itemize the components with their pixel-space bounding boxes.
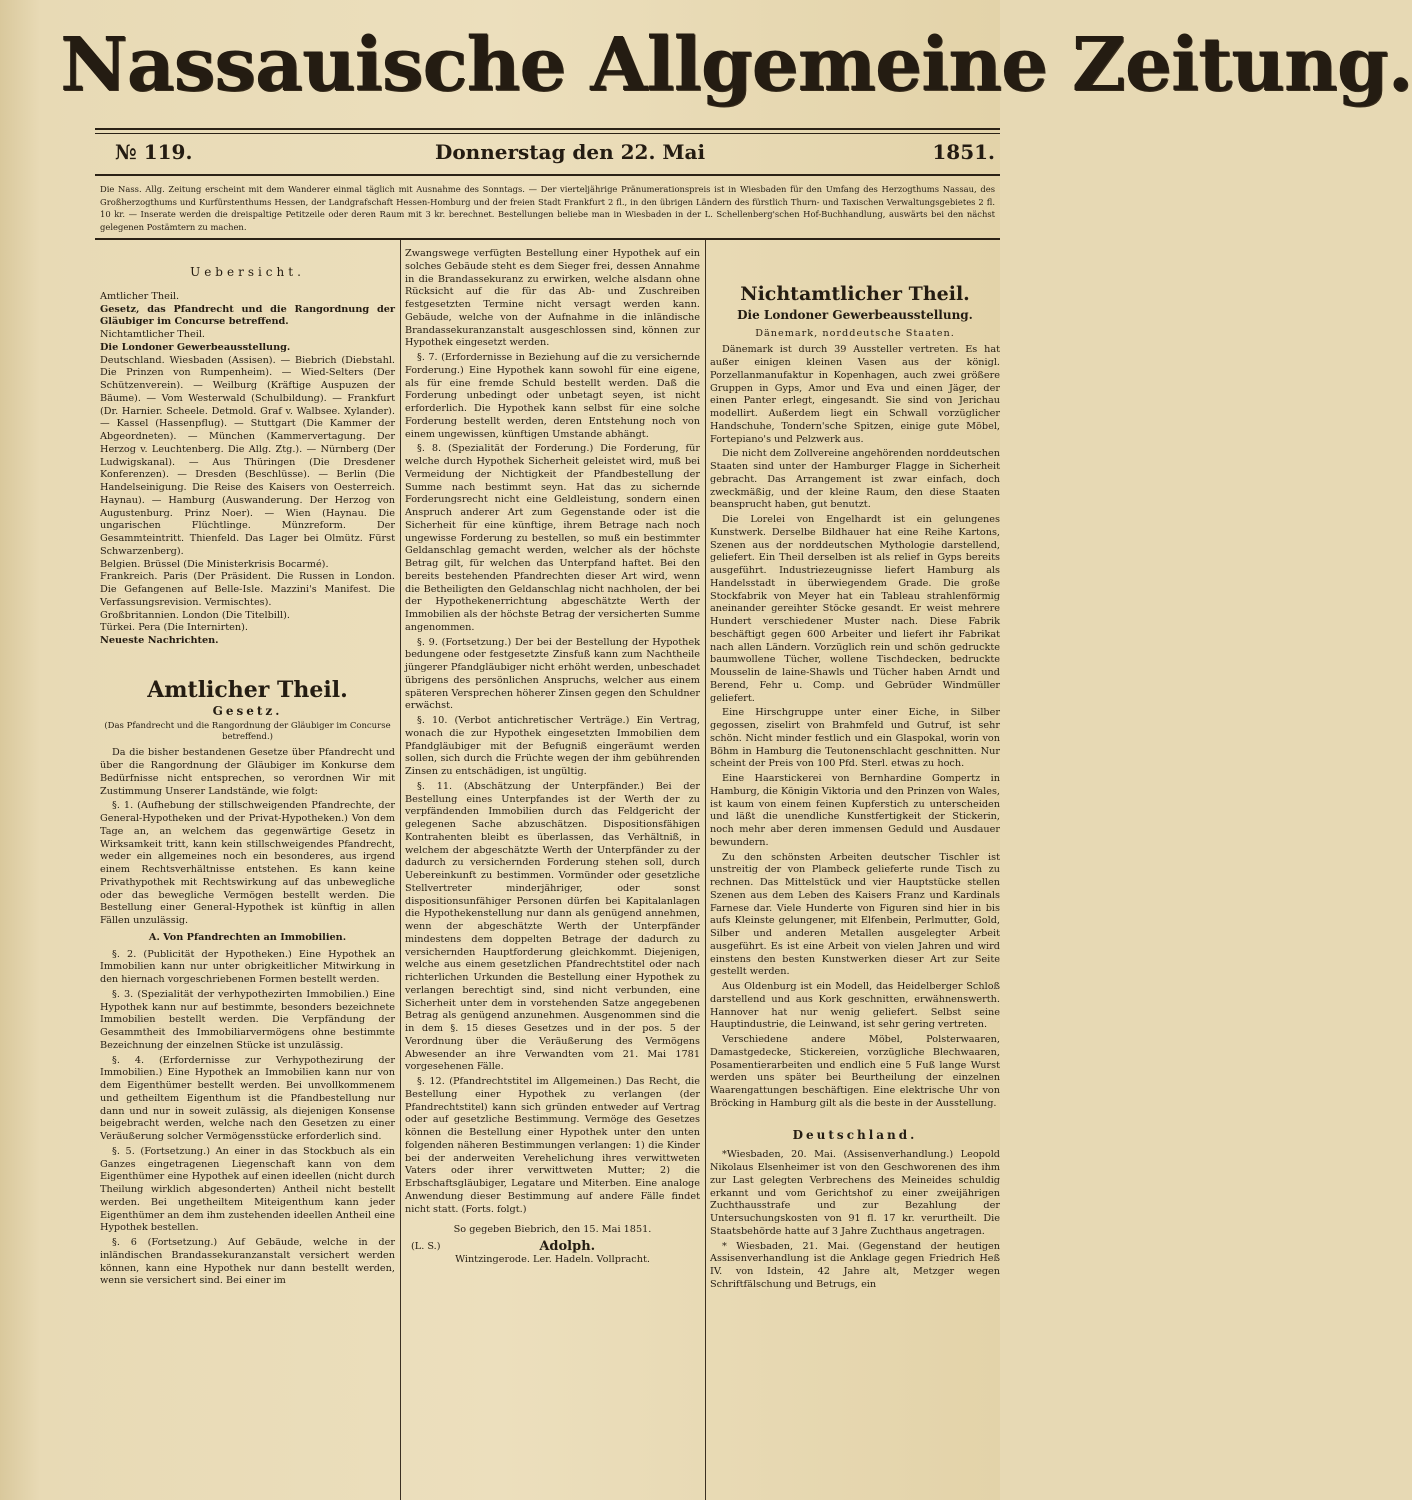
subsection-heading: A. Von Pfandrechten an Immobilien.	[148, 931, 347, 943]
countersignatures: Wintzingerode. Ler. Hadeln. Vollpracht.	[455, 1253, 650, 1265]
column-3	[710, 248, 1000, 1493]
law-subheading: (Das Pfandrecht und die Rangordnung der Gläubiger im Concurse betreffend.)	[104, 721, 391, 743]
paragraph: Zu den schönsten Arbeiten deutscher Tischler ist unstreitig der von Plambeck gelieferte runde Tisch zu rechnen. Das Mittelstück und vier Hauptstücke stellen Szenen aus dem Leben des Kaisers Franz und Kardinals Farnese dar. Viele Hunderte von Figuren sind hier in bis aufs Kleinste gelungener, mit Elfenbein, Perlmutter, Gold, Silber und anderen Metallen ausgelegter Arbeit ausgeführt. Es ist eine Arbeit von vielen Jahren und wird einstens den besten Kunstwerken dieser Art zur Seite gestellt werden.	[710, 851, 1000, 978]
toc-item: Großbritannien. London (Die Titelbill).	[100, 609, 290, 621]
column-1	[100, 248, 395, 1493]
masthead: Nassauische Allgemeine Zeitung.	[60, 22, 1412, 108]
top-rule-thin	[95, 133, 1000, 134]
toc-item: Frankreich. Paris (Der Präsident. Die Russen in London. Die Gefangenen auf Belle-Isle. Mazzini's Manifest. Die Verfassungsrevision. Vermischtes).	[100, 571, 395, 608]
paragraph: §. 4. (Erfordernisse zur Verhypothezirung der Immobilien.) Eine Hypothek an Immobilien kann nur von dem Eigenthümer bestellt werden. Bei unvollkommenem und getheiltem Eigenthum ist die Pfandbestellung nur dann und nur in soweit zulässig, als diejenigen Konsense beigebracht werden, welche nach den Gesetzen zu einer Veräußerung solcher Vermögensstücke erforderlich sind.	[100, 1054, 395, 1142]
paragraph: Aus Oldenburg ist ein Modell, das Heidelberger Schloß darstellend und aus Kork geschnitten, erwähnenswerth. Hannover hat nur wenig geliefert. Selbst seine Hauptindustrie, die Leinwand, ist sehr gering vertreten.	[710, 981, 1000, 1031]
paragraph: Da die bisher bestandenen Gesetze über Pfandrecht und über die Rangordnung der Gläubiger im Konkurse dem Bedürfnisse nicht entsprechen, so verordnen Wir mit Zustimmung Unserer Landstände, wie folgt:	[100, 747, 395, 797]
paragraph: §. 6 (Fortsetzung.) Auf Gebäude, welche in der inländischen Brandassekuranzanstalt versichert werden können, kann eine Hypothek nur dann bestellt werden, wenn sie versichert sind. Bei einer im	[100, 1237, 395, 1287]
law-heading: Gesetz.	[212, 703, 283, 718]
paragraph: §. 7. (Erfordernisse in Beziehung auf die zu versichernde Forderung.) Eine Hypothek kann sowohl für eine eigene, als für eine fremde Schuld bestellt werden. Daß die Forderung unbedingt oder unbetagt seyen, ist nicht erforderlich. Die Hypothek kann selbst für eine solche Forderung bestellt werden, deren Entstehung noch von einem ungewissen, künftigen Umstande abhängt.	[405, 352, 700, 440]
signer-name: Adolph.	[539, 1239, 596, 1254]
paragraph: §. 12. (Pfandrechtstitel im Allgemeinen.) Das Recht, die Bestellung einer Hypothek zu verlangen (der Pfandrechtstitel) kann sich gründen entweder auf Vertrag oder auf gesetzliche Bestimmung. Vermöge des Gesetzes können die Bestellung einer Hypothek unter den unten folgenden näheren Bestimmungen verlangen: 1) die Kinder bei der anderweiten Verehelichung ihres verwittweten Vaters oder ihrer verwittweten Mutter; 2) die Erbschaftsgläubiger, Legatare und Miterben. Eine analoge Anwendung dieser Bestimmung auf andere Fälle findet nicht statt. (Forts. folgt.)	[405, 1076, 700, 1215]
seal-mark: (L. S.)	[411, 1241, 441, 1252]
paragraph: §. 9. (Fortsetzung.) Der bei der Bestellung der Hypothek bedungene oder festgesetzte Zinsfuß kann zum Nachtheile jüngerer Pfandgläubiger nicht erhöht werden, unbeschadet übrigens des persönlichen Anspruchs, welcher aus einem späteren Versprechen höherer Zinsen gegen den Schuldner erwächst.	[405, 636, 700, 712]
toc-item: Gesetz, das Pfandrecht und die Rangordnung der Gläubiger im Concurse betreffend.	[100, 303, 395, 328]
toc-item: Türkei. Pera (Die Internirten).	[100, 622, 248, 634]
section-heading-amtlich: Amtlicher Theil.	[147, 676, 348, 703]
toc-item: Die Londoner Gewerbeausstellung.	[100, 341, 291, 353]
top-rule	[95, 128, 1000, 130]
toc-item: Belgien. Brüssel (Die Ministerkrisis Bocarmé).	[100, 558, 329, 570]
issue-number: № 119.	[115, 140, 193, 164]
paragraph: §. 8. (Spezialität der Forderung.) Die Forderung, für welche durch Hypothek Sicherheit geleistet wird, muß bei Vermeidung der Nichtigkeit der Pfandbestellung der Summe nach bestimmt seyn. Hat das zu sichernde Forderungsrecht nicht eine Geldleistung, sondern einen Anspruch anderer Art zum Gegenstande oder ist die Sicherheit für eine künftige, ihrem Betrage nach noch ungewisse Forderung zu bestellen, so muß ein bestimmter Geldanschlag gemacht werden, welcher als der höchste Betrag gilt, für welchen das Unterpfand haftet. Bei den bereits bestehenden Pfandrechten dieser Art wird, wenn die Betheiligten den Geldanschlag nicht nachholen, der bei der Hypothekenerrichtung abgeschätzte Werth der Immobilien als der höchste Betrag der versicherten Summe angenommen.	[405, 443, 700, 633]
paragraph: §. 5. (Fortsetzung.) An einer in das Stockbuch als ein Ganzes eingetragenen Liegenschaft kann von dem Eigenthümer eine Hypothek auf einen ideellen (nicht durch Theilung wirklich abgesonderten) Antheil nicht bestellt werden. Bei ungetheiltem Miteigenthum kann jeder Eigenthümer an dem ihm zustehenden ideellen Antheil eine Hypothek bestellen.	[100, 1145, 395, 1234]
section-heading-deutschland: Deutschland.	[792, 1127, 918, 1142]
paragraph: Verschiedene andere Möbel, Polsterwaaren, Damastgedecke, Stickereien, vorzügliche Blechwaaren, Posamentierarbeiten und endlich eine 5 Fuß lange Wurst werden uns später bei Beurtheilung der einzelnen Waarengattungen beschäftigen. Eine elektrische Uhr von Bröcking in Hamburg gilt als die beste in der Ausstellung.	[710, 1034, 1000, 1109]
paragraph: Eine Haarstickerei von Bernhardine Gompertz in Hamburg, die Königin Viktoria und den Prinzen von Wales, ist kaum von einem feinen Kupferstich zu unterscheiden und läßt die unendliche Kunstfertigkeit der Stickerin, noch mehr aber deren immensen Geduld und Ausdauer bewundern.	[710, 773, 1000, 848]
dateline-rule	[95, 174, 1000, 176]
toc-item: Neueste Nachrichten.	[100, 635, 219, 646]
paragraph: Zwangswege verfügten Bestellung einer Hypothek auf ein solches Gebäude steht es dem Sieger frei, dessen Annahme in die Brandassekuranz zu erwirken, welche alsdann ohne Rücksicht auf die für das Ab- und Zuschreiben festgesetzten Termine nicht versagt werden kann. Gebäude, welche von der Aufnahme in die inländische Brandassekuranzanstalt ausgeschlossen sind, können zur Hypothek eingesetzt werden.	[405, 248, 700, 349]
paragraph: §. 11. (Abschätzung der Unterpfänder.) Bei der Bestellung eines Unterpfandes ist der Werth der zu verpfändenden Immobilien durch das Feldgericht der gelegenen Sache abzuschätzen. Dispositionsfähigen Kontrahenten bleibt es überlassen, das Verhältniß, in welchem der abgeschätzte Werth der Unterpfänder zu der dadurch zu versichernden Forderung stehen soll, durch Uebereinkunft zu bestimmen. Vormünder oder gesetzliche Stellvertreter minderjähriger, oder sonst dispositionsunfähiger Personen dürfen bei Kapitalanlagen die Hypothekenstellung nur dann als genügend annehmen, wenn der abgeschätzte Werth der Unterpfänder mindestens dem doppelten Betrage der dadurch zu versichernden Hauptforderung gleichkommt. Diejenigen, welche aus einem gesetzlichen Pfandrechtstitel oder nach richterlichen Urkunden die Bestellung einer Hypothek zu verlangen berechtigt sind, sind nicht verbunden, eine Sicherheit unter dem in vorstehenden Satze angegebenen Betrag als genügend anzunehmen. Ausgenommen sind die in dem §. 15 dieses Gesetzes und in der pos. 5 der Verordnung über die Veräußerung des Vermögens Abwesender an ihre Verwandten vom 21. Mai 1781 vorgesehenen Fälle.	[405, 780, 700, 1073]
issue-date: Donnerstag den 22. Mai	[435, 140, 706, 164]
paragraph: Die Lorelei von Engelhardt ist ein gelungenes Kunstwerk. Derselbe Bildhauer hat eine Reihe Kartons, Szenen aus der norddeutschen Mythologie darstellend, geliefert. Ein Theil derselben ist als relief in Gyps bereits ausgeführt. Industriezeugnisse liefert Hamburg als Handelsstadt in überwiegendem Grade. Die große Stockfabrik von Meyer hat ein Tableau strahlenförmig aneinander gereihter Stöcke gesandt. Er weist mehrere Hundert verschiedener Muster nach. Diese Fabrik beschäftigt gegen 600 Arbeiter und liefert ihr Fabrikat nach allen Ländern. Vorzüglich rein und schön gedruckte baumwollene Tücher, wollene Tischdecken, bedruckte Mousselin de laine-Shawls und Tücher haben Arndt und Berend, Fehr u. Comp. und Gebrüder Windmüller geliefert.	[710, 514, 1000, 704]
closing-line: So gegeben Biebrich, den 15. Mai 1851.	[453, 1224, 652, 1236]
toc-item: Amtlicher Theil.	[100, 290, 180, 302]
toc-item: Deutschland. Wiesbaden (Assisen). — Biebrich (Diebstahl. Die Prinzen von Rumpenheim). — Wied-Selters (Der Schützenverein). — Weilburg (Kräftige Auspuzen der Bäume). — Vom Westerwald (Schulbildung). — Frankfurt (Dr. Harnier. Scheele. Detmold. Graf v. Walbsee. Xylander). — Kassel (Hassenpflug). — Stuttgart (Die Kammer der Abgeordneten). — München (Kammervertagung. Der Herzog v. Leuchtenberg. Die Allg. Ztg.). — Nürnberg (Der Ludwigskanal). — Aus Thüringen (Die Dresdener Konferenzen). — Dresden (Beschlüsse). — Berlin (Die Handelseinigung. Die Reise des Kaisers von Oesterreich. Haynau). — Hamburg (Auswanderung. Der Herzog von Augustenburg. Prinz Noer). — Wien (Haynau. Die ungarischen Flüchtlinge. Münzreform. Der Gesammteintritt. Thienfeld. Das Lager bei Olmütz. Fürst Schwarzenberg).	[100, 354, 395, 557]
dateline	[105, 140, 995, 170]
column-divider-2	[705, 240, 706, 1500]
paragraph: §. 10. (Verbot antichretischer Verträge.) Ein Vertrag, wonach die zur Hypothek eingesetzten Immobilien dem Pfandgläubiger mit der Befugniß eingeräumt werden sollen, sich durch die Früchte wegen der ihm gebührenden Zinsen zu entschädigen, ist ungültig.	[405, 715, 700, 777]
paragraph: Die nicht dem Zollvereine angehörenden norddeutschen Staaten sind unter der Hamburger Flagge in Sicherheit gebracht. Das Arrangement ist zwar einfach, doch zweckmäßig, und der kleine Raum, den diese Staaten beansprucht haben, gut benutzt.	[710, 448, 1000, 511]
paragraph: Dänemark ist durch 39 Aussteller vertreten. Es hat außer einigen kleinen Vasen aus der königl. Porzellanmanufaktur in Kopenhagen, auch zwei größere Gruppen in Gyps, Amor und Eva und einen Jäger, der einen Panter erlegt, eingesandt. Sie sind von Jerichau modellirt. Außerdem liegt ein Schwall vorzüglicher Handschuhe, Tondern'sche Spitzen, einige gute Möbel, Fortepiano's und Pelzwerk aus.	[710, 344, 1000, 445]
paragraph: §. 3. (Spezialität der verhypothezirten Immobilien.) Eine Hypothek kann nur auf bestimmte, besonders bezeichnete Immobilien bestellt werden. Die Verpfändung der Gesammtheit des Immobiliarvermögens ohne bestimmte Bezeichnung der einzelnen Stücke ist unzulässig.	[100, 988, 395, 1051]
article-heading: Die Londoner Gewerbeausstellung.	[737, 307, 973, 322]
section-heading-nichtamtlich: Nichtamtlicher Theil.	[740, 283, 970, 305]
news-item: *Wiesbaden, 20. Mai. (Assisenverhandlung.) Leopold Nikolaus Elsenheimer ist von den Geschworenen des ihm zur Last gelegten Verbrechens des Meineides schuldig erkannt und vom Gerichtshof zu einer zweijährigen Zuchthausstrafe und zur Bezahlung der Untersuchungskosten von 91 fl. 17 kr. verurtheilt. Die Staatsbehörde hatte auf 3 Jahre Zuchthaus angetragen.	[710, 1149, 1000, 1237]
paragraph: Eine Hirschgruppe unter einer Eiche, in Silber gegossen, ziselirt von Brahmfeld und Gutruf, ist sehr schön. Nicht minder festlich und ein Glaspokal, worin von Böhm in Hamburg die Teutonenschlacht geschnitten. Nur scheint der Preis von 100 Pfd. Sterl. etwas zu hoch.	[710, 707, 1000, 770]
column-2	[405, 248, 700, 1493]
news-item: * Wiesbaden, 21. Mai. (Gegenstand der heutigen Assisenverhandlung ist die Anklage gegen Friedrich Heß IV. von Idstein, 42 Jahre alt, Metzger wegen Schriftfälschung und Betrugs, ein	[710, 1240, 1000, 1290]
paragraph: §. 2. (Publicität der Hypotheken.) Eine Hypothek an Immobilien kann nur unter obrigkeitlicher Mitwirkung in den hiernach vorgeschriebenen Formen bestellt werden.	[100, 948, 395, 985]
article-subheading: Dänemark, norddeutsche Staaten.	[755, 327, 955, 339]
table-of-contents	[100, 291, 395, 648]
toc-item: Nichtamtlicher Theil.	[100, 329, 206, 340]
intro-notice: Die Nass. Allg. Zeitung erscheint mit dem Wanderer einmal täglich mit Ausnahme des Sonntags. — Der vierteljährige Pränumerationspreis ist in Wiesbaden für den Umfang des Herzogthums Nassau, des Großherzogthums und Kurfürstenthums Hessen, der Landgrafschaft Hessen-Homburg und der freien Stadt Frankfurt 2 fl., in den übrigen Ländern des fürstlich Thurn- und Taxischen Verwaltungsgebietes 2 fl. 10 kr. — Inserate werden die dreispaltige Petitzeile oder deren Raum mit 3 kr. berechnet. Bestellungen beliebe man in Wiesbaden in der L. Schellenberg'schen Hof-Buchhandlung, auswärts bei den nächst gelegenen Postämtern zu machen.	[100, 184, 995, 232]
signature-line	[405, 1241, 700, 1254]
intro-rule	[95, 238, 1000, 240]
toc-heading: Uebersicht.	[190, 265, 305, 279]
column-divider-1	[400, 240, 401, 1500]
issue-year: 1851.	[932, 140, 995, 164]
paragraph: §. 1. (Aufhebung der stillschweigenden Pfandrechte, der General-Hypotheken und der Privat-Hypotheken.) Von dem Tage an, an welchem das gegenwärtige Gesetz in Wirksamkeit tritt, kann kein stillschweigendes Pfandrecht, weder ein allgemeines noch ein besonderes, aus irgend einem Rechtsverhältnisse entstehen. Es kann keine Privathypothek mit Rechtswirkung auf das unbewegliche oder das bewegliche Vermögen bestellt werden. Die Bestellung einer General-Hypothek ist künftig in allen Fällen unzulässig.	[100, 800, 395, 926]
